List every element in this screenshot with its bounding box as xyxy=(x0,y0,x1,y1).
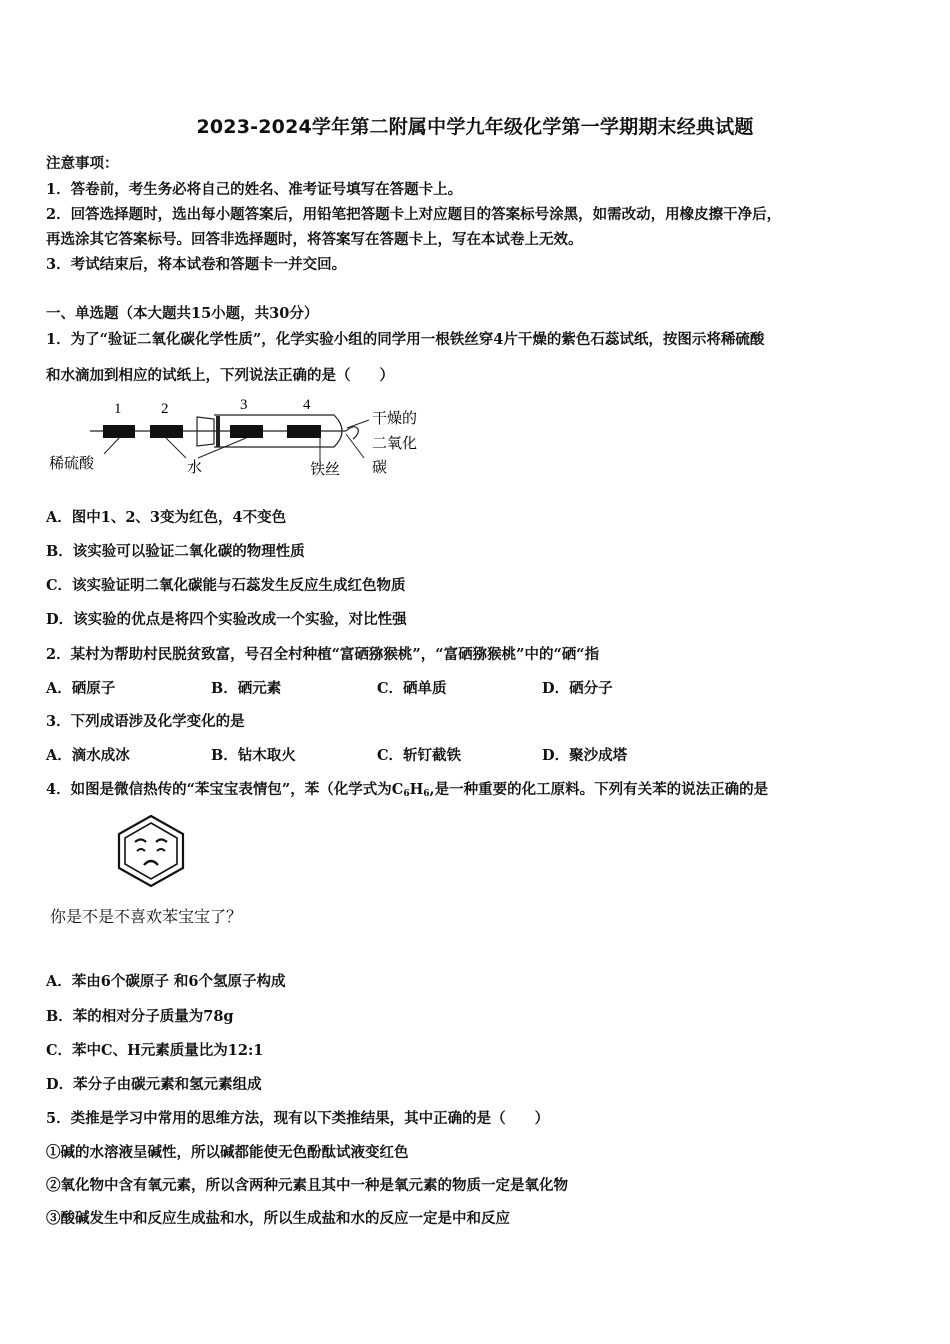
q5-stem: 5．类推是学习中常用的思维方法，现有以下类推结果，其中正确的是（ ） xyxy=(46,1110,550,1127)
notice-item: 2．回答选择题时，选出每小题答案后，用铅笔把答题卡上对应题目的答案标号涂黑，如需改动，用橡皮擦干净后， xyxy=(46,206,782,223)
fig-label-3: 3 xyxy=(240,397,248,413)
q2-option-c: C．硒单质 xyxy=(377,680,447,697)
fig-label-1: 1 xyxy=(114,401,122,417)
fig-label-gas: 碳 xyxy=(372,458,388,476)
notice-item: 1．答卷前，考生务必将自己的姓名、准考证号填写在答题卡上。 xyxy=(46,181,463,198)
benzene-face-figure xyxy=(113,813,189,889)
notice-heading: 注意事项： xyxy=(46,155,119,172)
q5-item-3: ③酸碱发生中和反应生成盐和水，所以生成盐和水的反应一定是中和反应 xyxy=(46,1210,510,1227)
notice-item: 3．考试结束后，将本试卷和答题卡一并交回。 xyxy=(46,256,347,273)
fig-label-4: 4 xyxy=(303,397,311,413)
q1-option-b: B．该实验可以验证二氧化碳的物理性质 xyxy=(46,543,305,560)
q4-subscript: 6 xyxy=(403,789,410,799)
q1-option-d: D．该实验的优点是将四个实验改成一个实验，对比性强 xyxy=(46,611,407,628)
q2-stem: 2．某村为帮助村民脱贫致富，号召全村种植“富硒猕猴桃”，“富硒猕猴桃”中的“硒“指 xyxy=(46,646,600,663)
page-title: 2023-2024学年第二附属中学九年级化学第一学期期末经典试题 xyxy=(196,116,754,138)
q3-option-a: A．滴水成冰 xyxy=(46,747,130,764)
q1-stem-line1: 1．为了“验证二氧化碳化学性质”，化学实验小组的同学用一根铁丝穿4片干燥的紫色石蕊试纸，按图示将稀硫酸 xyxy=(46,331,765,348)
q4-option-d: D．苯分子由碳元素和氢元素组成 xyxy=(46,1076,262,1093)
q3-option-b: B．钻木取火 xyxy=(211,747,296,764)
q4-option-c: C．苯中C、H元素质量比为12:1 xyxy=(46,1042,264,1059)
q4-stem xyxy=(46,778,768,799)
q2-option-a: A．硒原子 xyxy=(46,680,116,697)
fig-label-acid: 稀硫酸 xyxy=(49,454,95,472)
q1-option-a: A．图中1、2、3变为红色，4不变色 xyxy=(46,509,287,526)
fig-label-2: 2 xyxy=(161,401,169,417)
q2-option-d: D．硒分子 xyxy=(542,680,613,697)
q1-experiment-figure xyxy=(44,392,444,484)
q1-option-c: C．该实验证明二氧化碳能与石蕊发生反应生成红色物质 xyxy=(46,577,406,594)
q5-item-1: ①碱的水溶液呈碱性，所以碱都能使无色酚酞试液变红色 xyxy=(46,1144,409,1161)
q4-stem-text: 4．如图是微信热传的“苯宝宝表情包”，苯（化学式为C xyxy=(46,781,404,798)
q4-subscript: 6 xyxy=(423,789,430,799)
fig-label-gas: 干燥的 xyxy=(372,409,418,427)
q2-option-b: B．硒元素 xyxy=(211,680,282,697)
q5-item-2: ②氧化物中含有氧元素，所以含两种元素且其中一种是氧元素的物质一定是氧化物 xyxy=(46,1177,568,1194)
q3-stem: 3．下列成语涉及化学变化的是 xyxy=(46,713,245,730)
benzene-caption: 你是不是不喜欢苯宝宝了？ xyxy=(50,907,243,926)
fig-label-water: 水 xyxy=(187,458,203,476)
q1-stem-line2: 和水滴加到相应的试纸上，下列说法正确的是（ ） xyxy=(46,367,394,384)
fig-label-gas: 二氧化 xyxy=(372,434,418,452)
notice-item: 再选涂其它答案标号。回答非选择题时，将答案写在答题卡上，写在本试卷上无效。 xyxy=(46,231,583,248)
section-heading: 一、单选题（本大题共15小题，共30分） xyxy=(46,305,319,322)
q3-option-c: C．斩钉截铁 xyxy=(377,747,462,764)
fig-label-wire: 铁丝 xyxy=(310,460,341,478)
q4-option-a: A．苯由6个碳原子 和6个氢原子构成 xyxy=(46,973,286,990)
q3-option-d: D．聚沙成塔 xyxy=(542,747,628,764)
q4-option-b: B．苯的相对分子质量为78g xyxy=(46,1008,234,1025)
q4-stem-text: H xyxy=(409,781,424,798)
q4-stem-text: ,是一种重要的化工原料。下列有关苯的说法正确的是 xyxy=(429,781,769,798)
